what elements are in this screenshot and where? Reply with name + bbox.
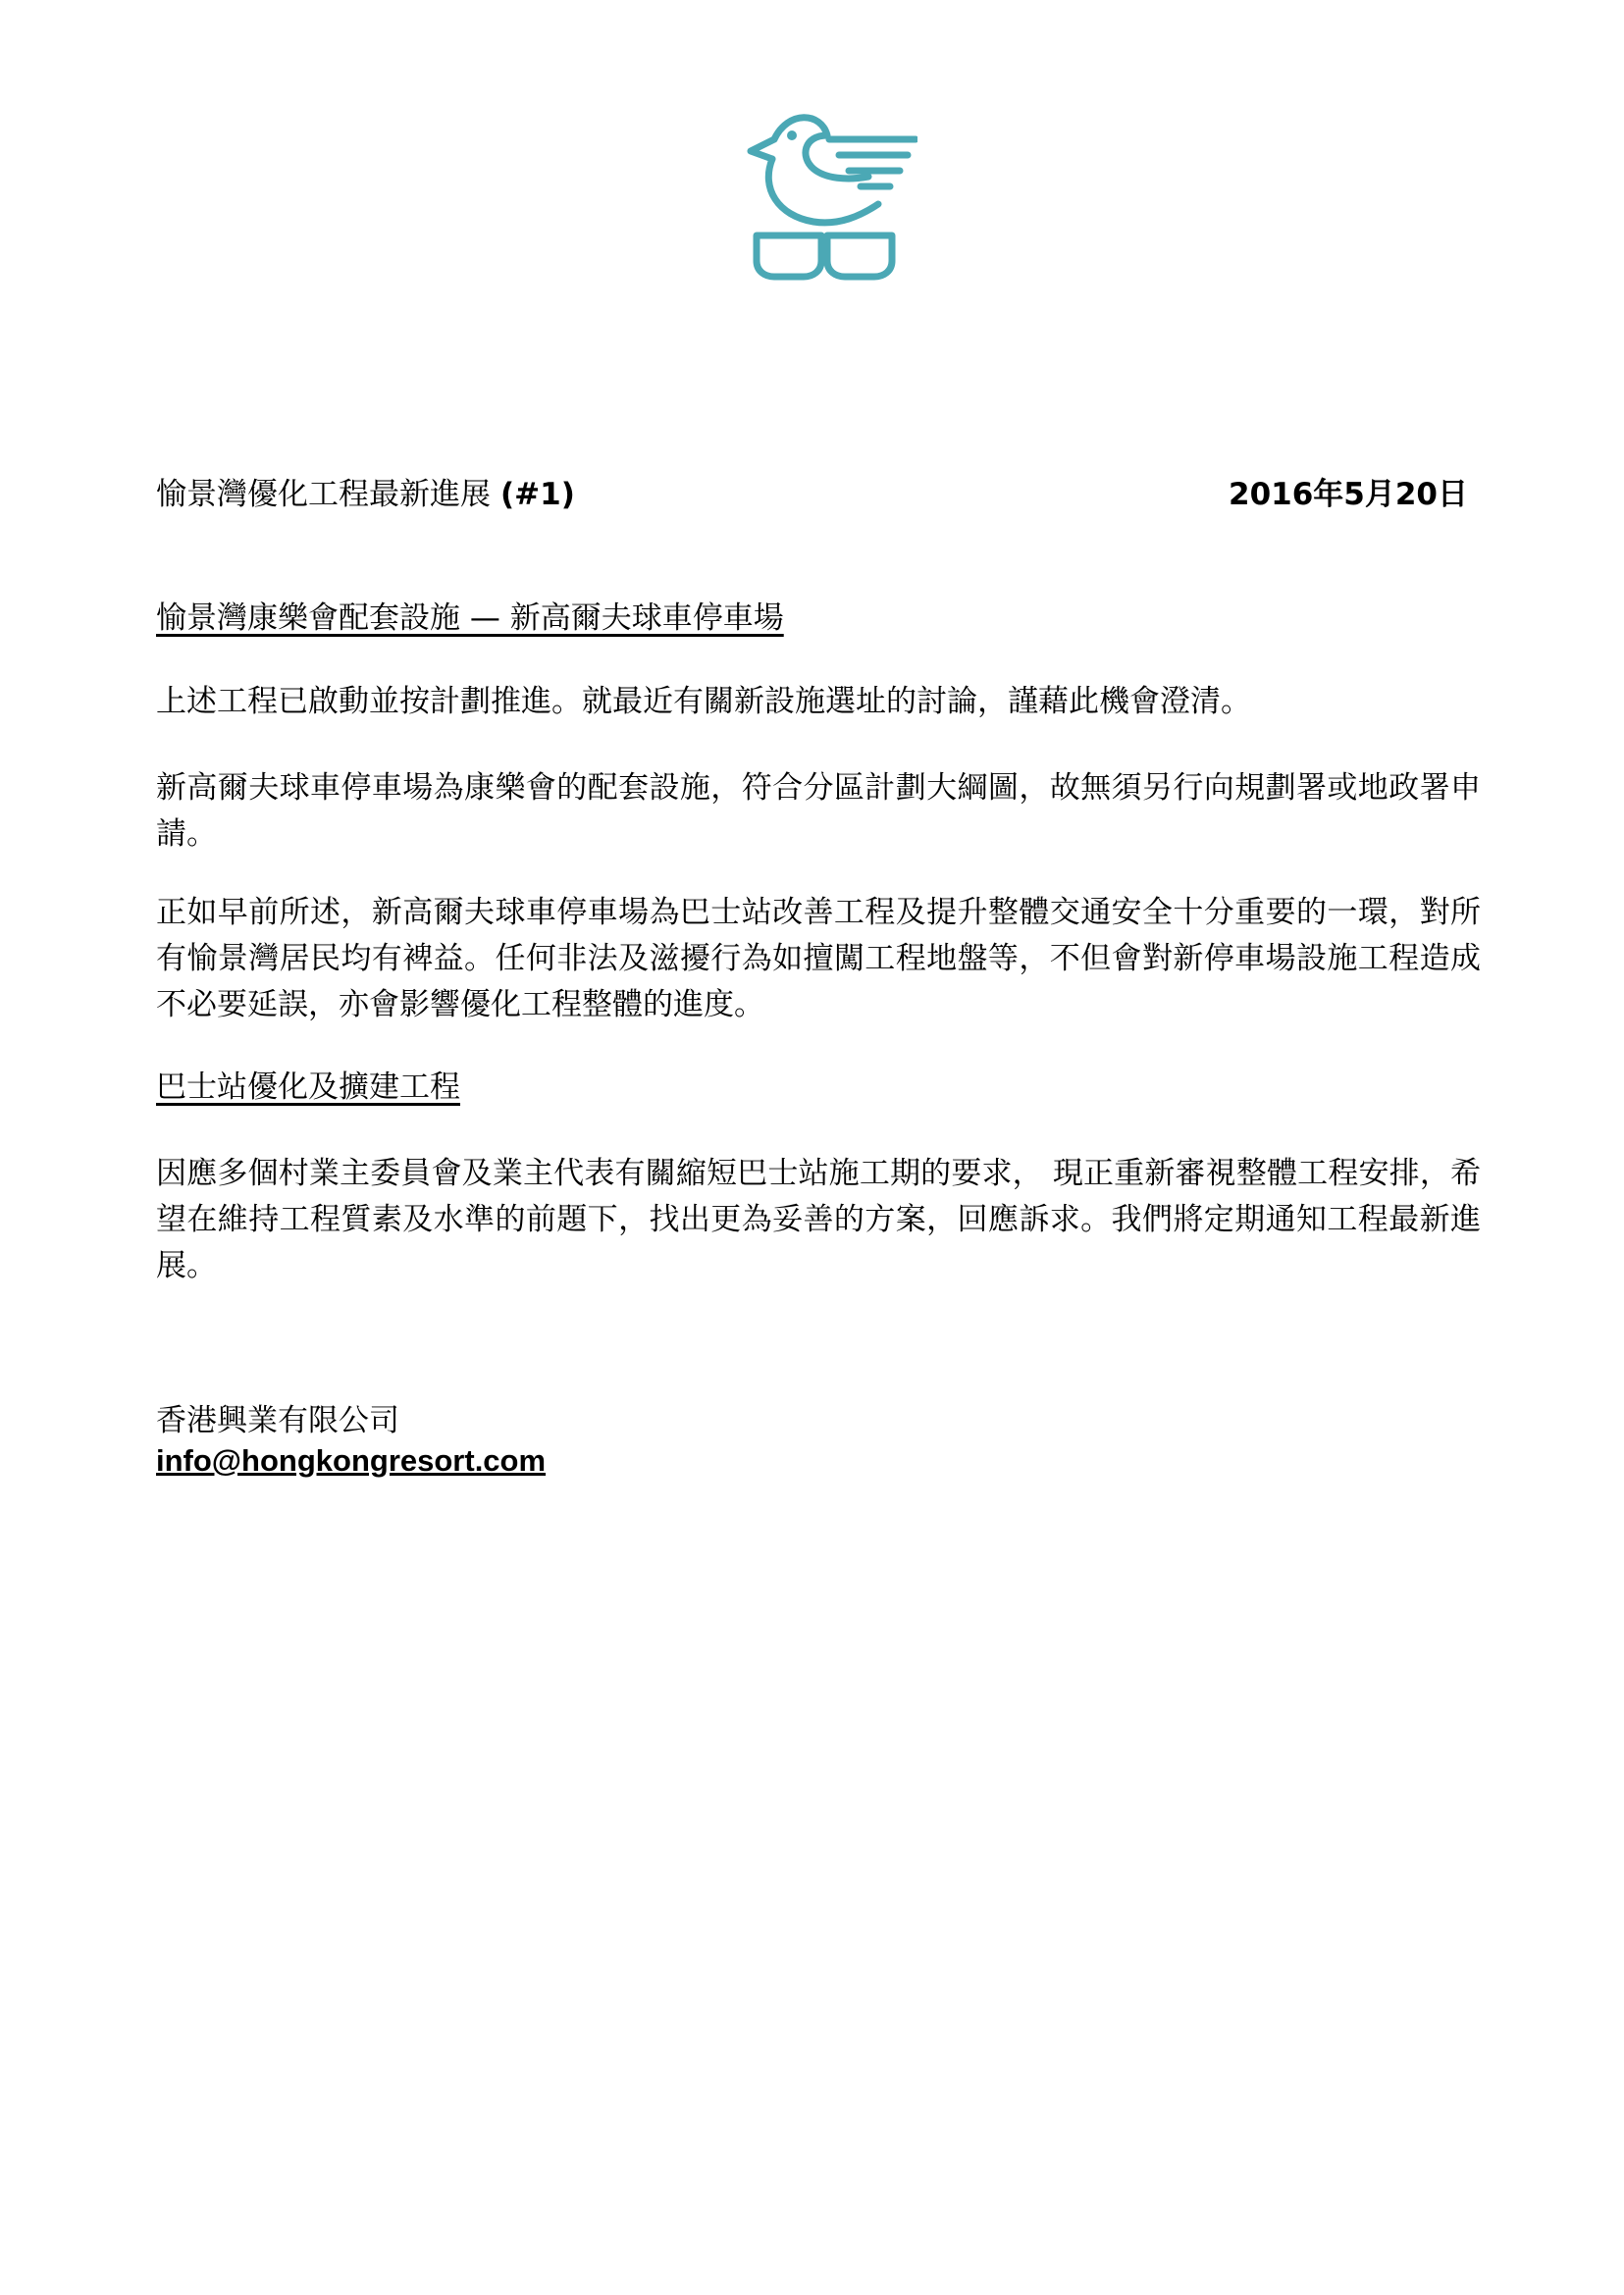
bird-on-book-logo-icon <box>731 106 917 281</box>
paragraph: 上述工程已啟動並按計劃推進。就最近有關新設施選址的討論，謹藉此機會澄清。 <box>156 684 1251 719</box>
section-heading-2-wrap <box>156 1065 1481 1111</box>
company-logo <box>731 106 917 281</box>
paragraph: 新高爾夫球車停車場為康樂會的配套設施，符合分區計劃大綱圖，故無須另行向規劃署或地政署申請。 <box>156 770 1481 852</box>
title-text: 愉景灣優化工程最新進展 <box>156 477 491 512</box>
paragraph-1-wrap <box>156 679 1481 725</box>
section-heading-1-wrap <box>156 596 1481 642</box>
paragraph: 正如早前所述，新高爾夫球車停車場為巴士站改善工程及提升整體交通安全十分重要的一環，對所有愉景灣居民均有裨益。任何非法及滋擾行為如擅闖工程地盤等，不但會對新停車場設施工程造成不必要延誤，亦會影響優化工程整體的進度。 <box>156 895 1481 1022</box>
document-title <box>156 475 575 514</box>
paragraph-3-wrap <box>156 890 1481 1028</box>
issue-number: (#1) <box>500 477 575 512</box>
paragraph-4-wrap <box>156 1151 1481 1289</box>
section-heading: 愉景灣康樂會配套設施 — 新高爾夫球車停車場 <box>156 600 784 636</box>
paragraph: 因應多個村業主委員會及業主代表有關縮短巴士站施工期的要求， 現正重新審視整體工程安排，希望在維持工程質素及水準的前題下，找出更為妥善的方案，回應訴求。我們將定期通知工程最新進展。 <box>156 1156 1481 1283</box>
signature-company: 香港興業有限公司 <box>156 1403 399 1438</box>
signature-email-link[interactable]: info@hongkongresort.com <box>156 1443 547 1478</box>
section-heading: 巴士站優化及擴建工程 <box>156 1069 460 1105</box>
document-date: 2016年5月20日 <box>1229 477 1468 512</box>
paragraph-2-wrap <box>156 765 1481 858</box>
